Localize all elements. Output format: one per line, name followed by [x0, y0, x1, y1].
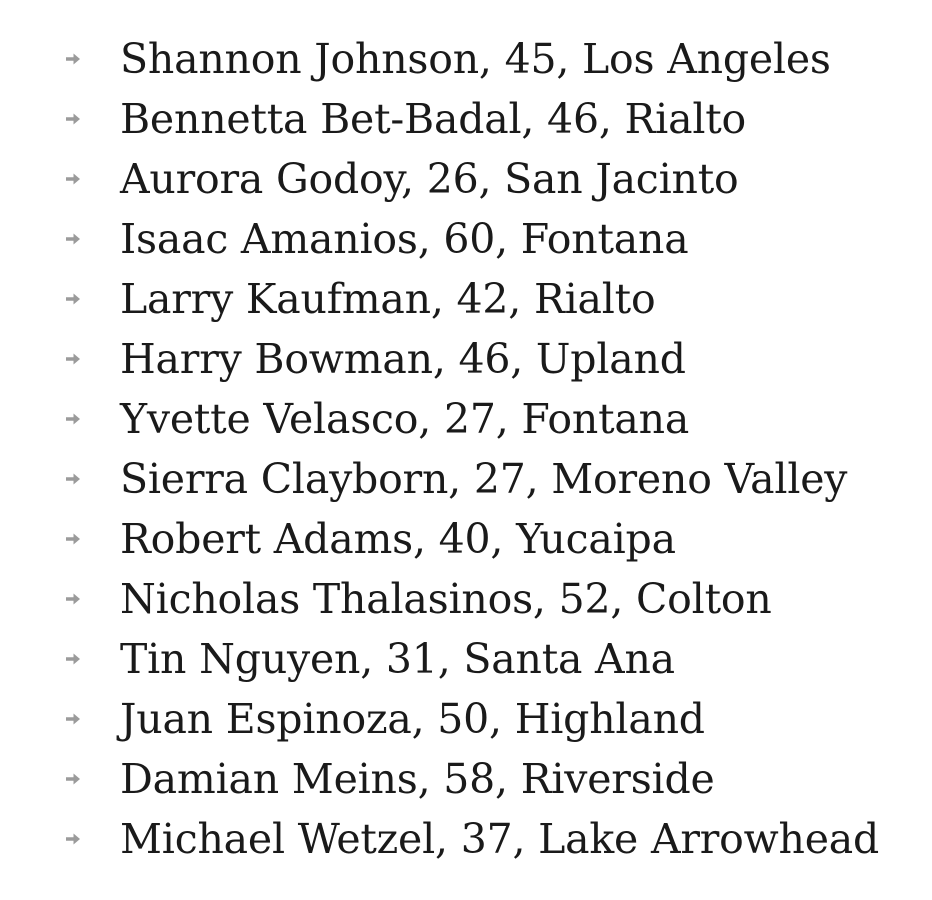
list-item	[0, 89, 932, 149]
list-item-text: Nicholas Thalasinos, 52, Colton	[120, 575, 772, 623]
list-item-text: Isaac Amanios, 60, Fontana	[120, 215, 689, 263]
list-item	[0, 809, 932, 869]
arrow-right-icon	[64, 629, 82, 689]
list-item	[0, 209, 932, 269]
list-item-text: Michael Wetzel, 37, Lake Arrowhead	[120, 815, 880, 863]
arrow-right-icon	[64, 89, 82, 149]
list-item-text: Juan Espinoza, 50, Highland	[120, 695, 705, 743]
list-item-text: Robert Adams, 40, Yucaipa	[120, 515, 676, 563]
arrow-right-icon	[64, 509, 82, 569]
list-item-text: Bennetta Bet-Badal, 46, Rialto	[120, 95, 746, 143]
list-item-text: Harry Bowman, 46, Upland	[120, 335, 686, 383]
arrow-right-icon	[64, 389, 82, 449]
arrow-right-icon	[64, 269, 82, 329]
list-item-text: Sierra Clayborn, 27, Moreno Valley	[120, 455, 848, 503]
arrow-right-icon	[64, 689, 82, 749]
list-item	[0, 149, 932, 209]
list-item-text: Shannon Johnson, 45, Los Angeles	[120, 35, 831, 83]
list-item	[0, 689, 932, 749]
list-item	[0, 749, 932, 809]
arrow-right-icon	[64, 209, 82, 269]
arrow-right-icon	[64, 329, 82, 389]
list-item-text: Tin Nguyen, 31, Santa Ana	[120, 635, 675, 683]
list-item-text: Aurora Godoy, 26, San Jacinto	[120, 155, 739, 203]
list-item	[0, 509, 932, 569]
arrow-right-icon	[64, 749, 82, 809]
arrow-right-icon	[64, 149, 82, 209]
list-item	[0, 449, 932, 509]
victims-list	[0, 29, 932, 869]
list-item-text: Larry Kaufman, 42, Rialto	[120, 275, 656, 323]
list-item	[0, 389, 932, 449]
list-item	[0, 569, 932, 629]
arrow-right-icon	[64, 449, 82, 509]
arrow-right-icon	[64, 569, 82, 629]
list-item	[0, 269, 932, 329]
arrow-right-icon	[64, 29, 82, 89]
arrow-right-icon	[64, 809, 82, 869]
list-item-text: Damian Meins, 58, Riverside	[120, 755, 715, 803]
list-item	[0, 629, 932, 689]
list-item-text: Yvette Velasco, 27, Fontana	[120, 395, 690, 443]
list-item	[0, 29, 932, 89]
list-item	[0, 329, 932, 389]
